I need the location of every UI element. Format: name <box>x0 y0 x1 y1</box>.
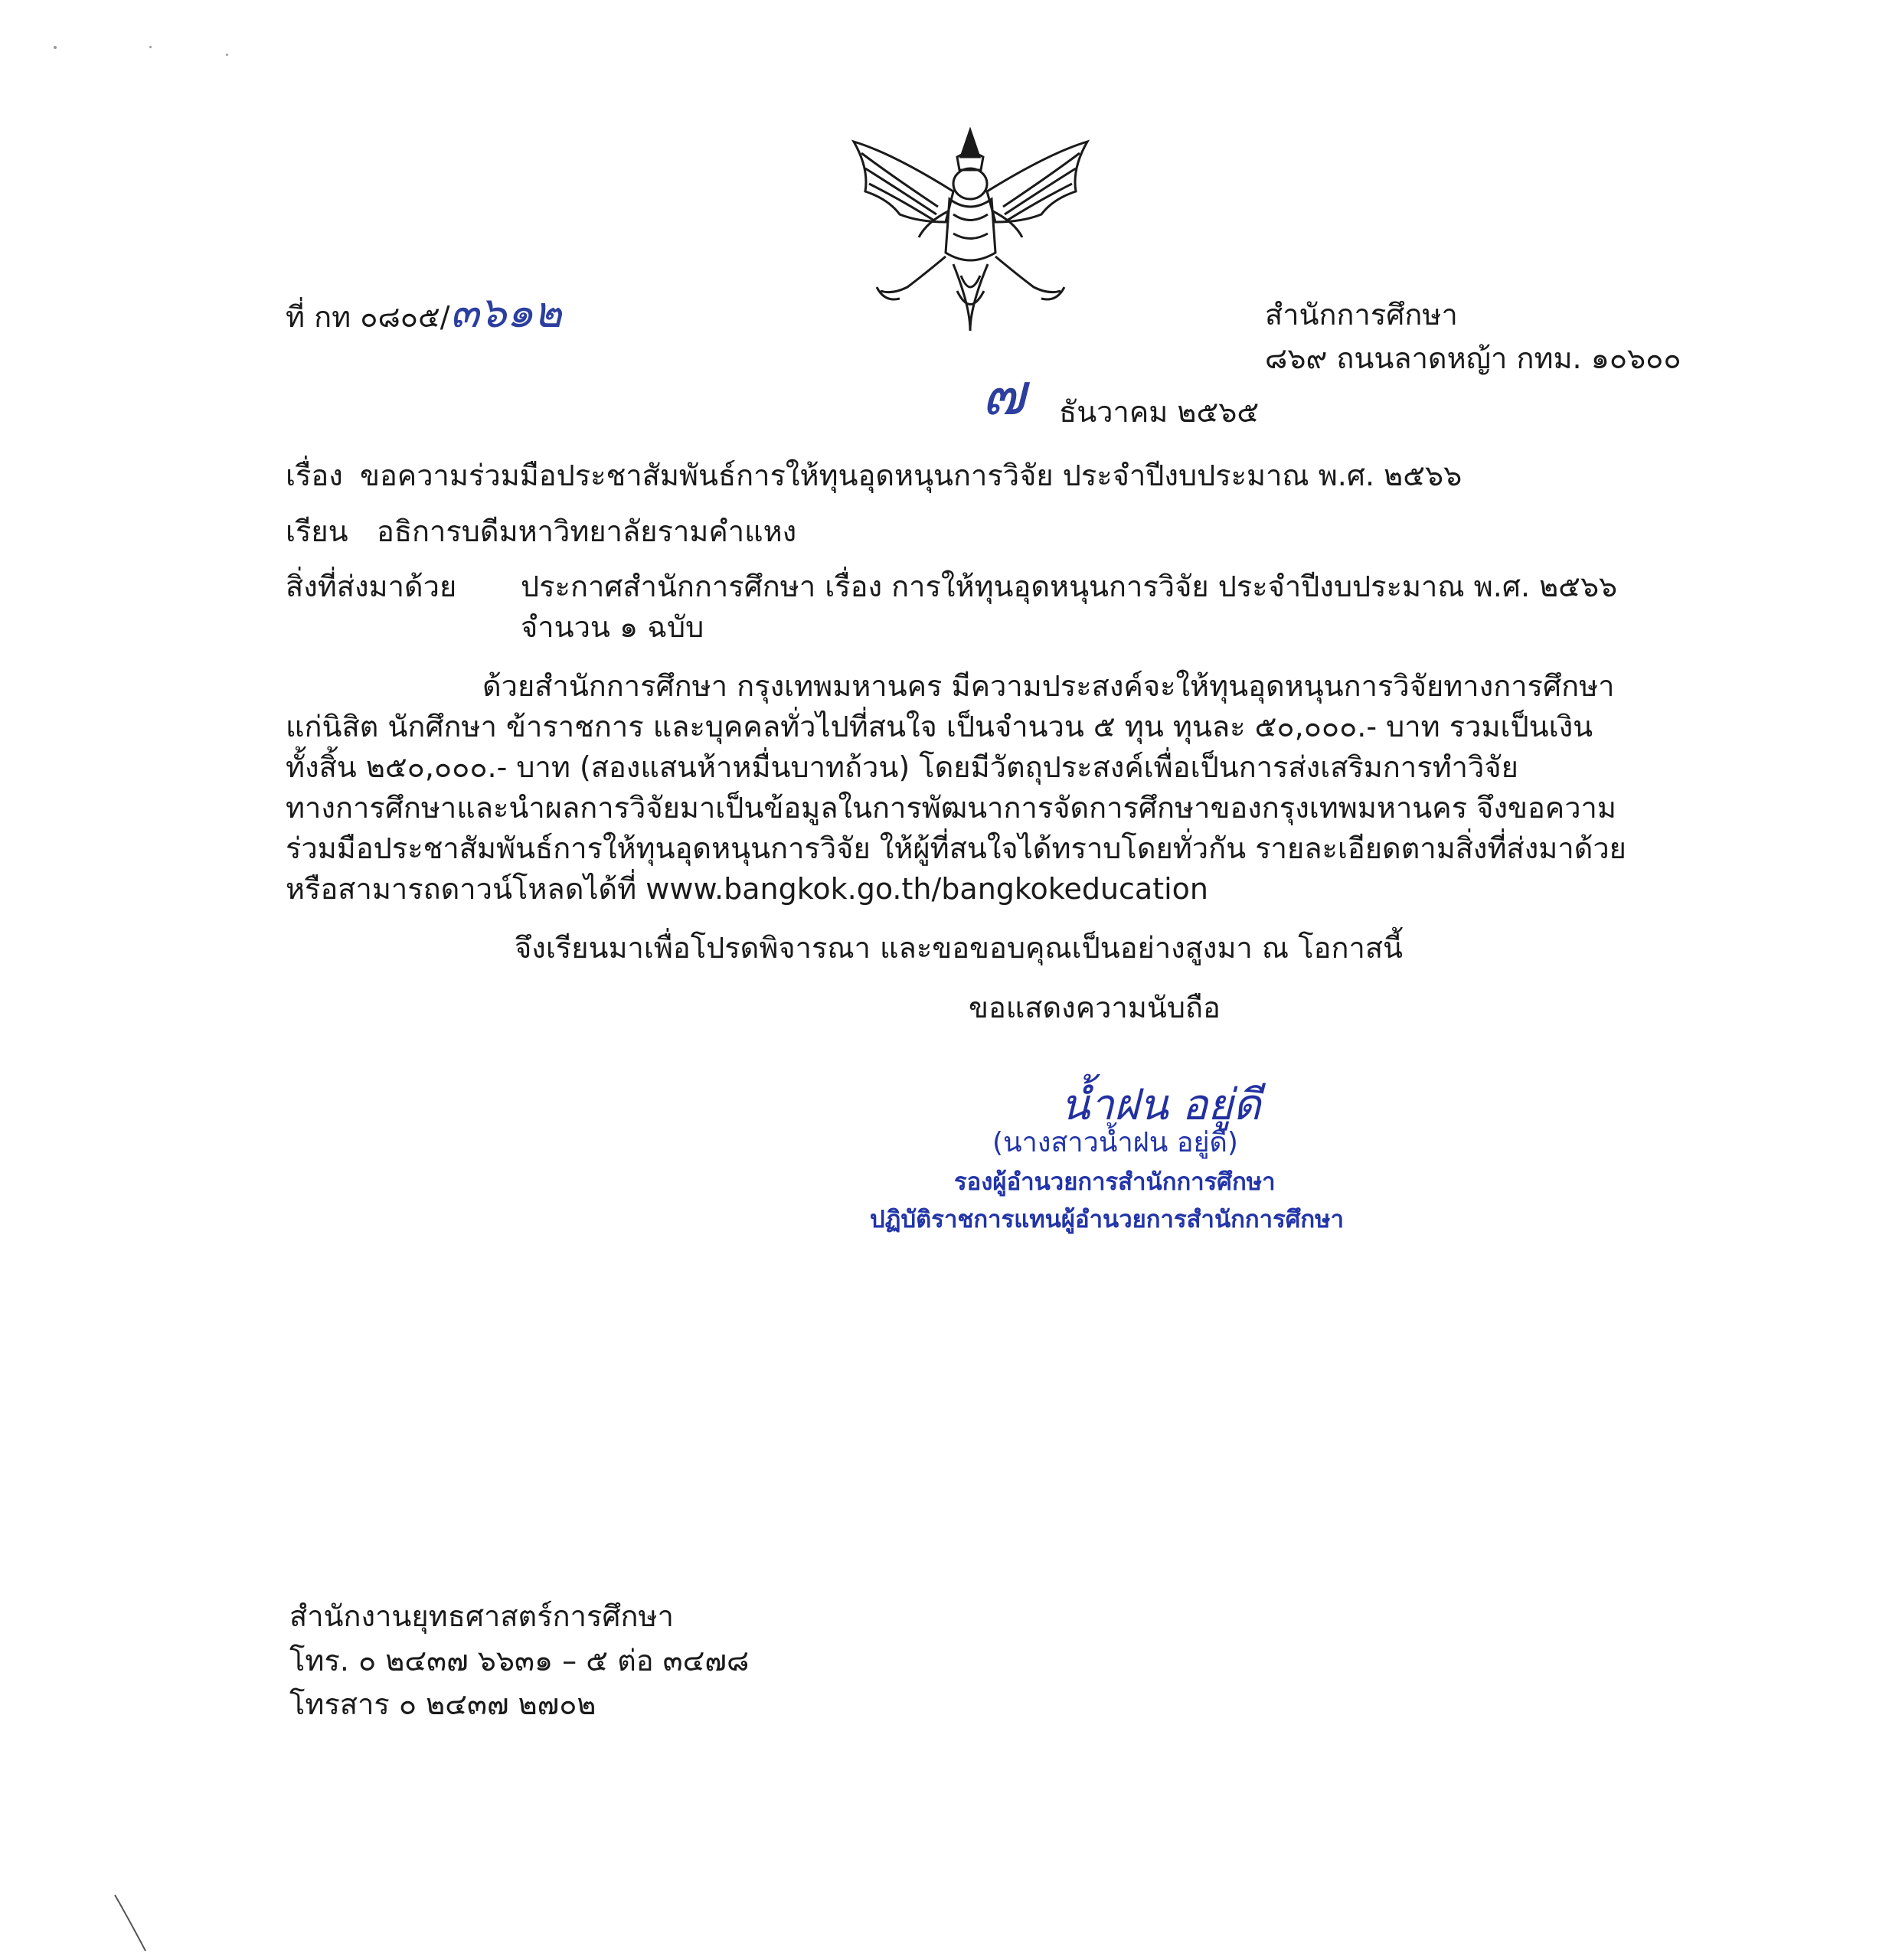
footer-fax: โทรสาร ๐ ๒๔๓๗ ๒๗๐๒ <box>289 1687 596 1721</box>
body-line: ทั้งสิ้น ๒๕๐,๐๐๐.- บาท (สองแสนห้าหมื่นบาทถ้วน) โดยมีวัตถุประสงค์เพื่อเป็นการส่งเสริมการทำวิจัย <box>286 750 1518 784</box>
body-line: ด้วยสำนักการศึกษา กรุงเทพมหานคร มีความประสงค์จะให้ทุนอุดหนุนการวิจัยทางการศึกษา <box>482 669 1615 703</box>
subject-text: ขอความร่วมมือประชาสัมพันธ์การให้ทุนอุดหนุนการวิจัย ประจำปีงบประมาณ พ.ศ. ๒๕๖๖ <box>360 459 1463 492</box>
reference-prefix: ที่ กท ๐๘๐๕/ <box>286 300 450 334</box>
closing-sentence: จึงเรียนมาเพื่อโปรดพิจารณา และขอขอบคุณเป็นอย่างสูงมา ณ โอกาสนี้ <box>515 931 1404 965</box>
recipient-label: เรียน <box>286 514 348 548</box>
scan-speck <box>54 46 57 49</box>
body-line: ร่วมมือประชาสัมพันธ์การให้ทุนอุดหนุนการวิจัย ให้ผู้ที่สนใจได้ทราบโดยทั่วกัน รายละเอียดตามสิ่งที่ส่งมาด้วย <box>286 831 1626 865</box>
agency-address: ๘๖๙ ถนนลาดหญ้า กทม. ๑๐๖๐๐ <box>1265 341 1681 375</box>
scan-speck <box>226 54 228 56</box>
subject-label: เรื่อง <box>286 459 343 492</box>
recipient-text: อธิการบดีมหาวิทยาลัยรามคำแหง <box>377 514 797 548</box>
signatory-title-1: รองผู้อำนวยการสำนักการศึกษา <box>954 1168 1276 1196</box>
body-line: ทางการศึกษาและนำผลการวิจัยมาเป็นข้อมูลในการพัฒนาการจัดการศึกษาของกรุงเทพมหานคร จึงขอความ <box>286 791 1616 825</box>
body-line: หรือสามารถดาวน์โหลดได้ที่ www.bangkok.go.th/bangkokeducation <box>286 872 1208 906</box>
salutation: ขอแสดงความนับถือ <box>969 991 1221 1024</box>
reference-number <box>286 288 562 338</box>
footer-division: สำนักงานยุทธศาสตร์การศึกษา <box>289 1599 674 1633</box>
date-day-handwritten: ๗ <box>982 360 1026 428</box>
signatory-title-2: ปฏิบัติราชการแทนผู้อำนวยการสำนักการศึกษา <box>870 1206 1345 1233</box>
date-month-year: ธันวาคม ๒๕๖๕ <box>1059 395 1260 429</box>
handwritten-signature: น้ำฝน อยู่ดี <box>1061 1080 1261 1130</box>
footer-phone: โทร. ๐ ๒๔๓๗ ๖๖๓๑ – ๕ ต่อ ๓๔๗๘ <box>289 1644 750 1677</box>
scan-speck <box>149 46 152 48</box>
reference-handwritten-number: ๓๖๑๒ <box>449 288 562 338</box>
enclosure-line-2: จำนวน ๑ ฉบับ <box>521 610 704 644</box>
enclosure-label: สิ่งที่ส่งมาด้วย <box>286 570 457 603</box>
enclosure-line-1: ประกาศสำนักการศึกษา เรื่อง การให้ทุนอุดหนุนการวิจัย ประจำปีงบประมาณ พ.ศ. ๒๕๖๖ <box>521 570 1618 603</box>
agency-name: สำนักการศึกษา <box>1265 298 1458 332</box>
body-line: แก่นิสิต นักศึกษา ข้าราชการ และบุคคลทั่วไปที่สนใจ เป็นจำนวน ๕ ทุน ทุนละ ๕๐,๐๐๐.- บาท รวมเป็นเงิน <box>286 710 1593 743</box>
garuda-emblem-icon <box>846 122 1095 335</box>
scan-mark <box>107 1891 153 1952</box>
signatory-name: (นางสาวน้ำฝน อยู่ดี) <box>992 1127 1238 1158</box>
